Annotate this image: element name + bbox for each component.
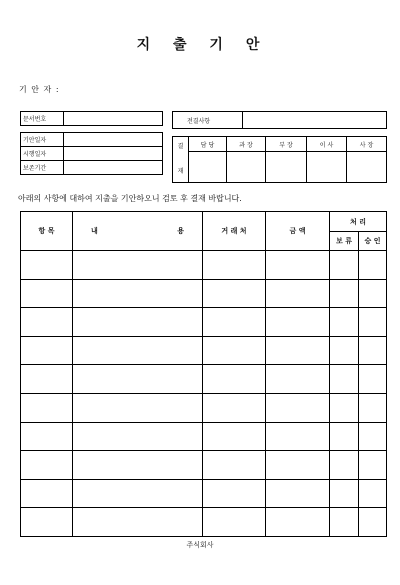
approve-cell[interactable] [359,422,387,451]
content-cell[interactable] [73,422,203,451]
delegation-label: 전결사항 [173,112,243,129]
vendor-cell[interactable] [203,451,266,480]
document-info-table [20,111,163,175]
header-content [73,212,203,251]
item-cell[interactable] [21,279,73,308]
amount-cell[interactable] [266,479,330,508]
item-cell[interactable] [21,422,73,451]
hold-cell[interactable] [330,508,359,537]
header-approve: 승 인 [359,232,387,251]
header-item: 항 목 [21,212,73,251]
hold-cell[interactable] [330,365,359,394]
content-cell[interactable] [73,451,203,480]
header-hold: 보 류 [330,232,359,251]
header-vendor: 거 래 처 [203,212,266,251]
hold-cell[interactable] [330,422,359,451]
draft-date-label: 기안일자 [21,133,64,147]
approve-cell[interactable] [359,308,387,337]
table-row [21,251,387,280]
amount-cell[interactable] [266,422,330,451]
table-row [21,479,387,508]
doc-number-field[interactable] [64,112,163,126]
content-cell[interactable] [73,308,203,337]
header-amount: 금 액 [266,212,330,251]
retention-period-label: 보존기간 [21,161,64,175]
amount-cell[interactable] [266,308,330,337]
drafter-label: 기 안 자 : [19,85,60,94]
table-row [21,393,387,422]
item-cell[interactable] [21,393,73,422]
approve-cell[interactable] [359,451,387,480]
amount-cell[interactable] [266,279,330,308]
expense-table [20,211,387,537]
retention-period-field[interactable] [64,161,163,175]
approval-side-top: 결 [177,142,184,150]
item-cell[interactable] [21,365,73,394]
item-cell[interactable] [21,308,73,337]
request-note: 아래의 사항에 대하여 지출을 기안하오니 검토 후 결재 바랍니다. [18,194,242,203]
delegation-table [172,111,387,129]
role-department-head: 부 장 [266,137,307,152]
vendor-cell[interactable] [203,279,266,308]
table-row [21,308,387,337]
content-cell[interactable] [73,251,203,280]
vendor-cell[interactable] [203,393,266,422]
header-content-left: 내 [91,227,98,235]
hold-cell[interactable] [330,251,359,280]
amount-cell[interactable] [266,251,330,280]
approve-cell[interactable] [359,365,387,394]
hold-cell[interactable] [330,336,359,365]
approve-cell[interactable] [359,508,387,537]
content-cell[interactable] [73,336,203,365]
item-cell[interactable] [21,508,73,537]
approval-side-bottom: 재 [177,167,184,175]
role-section-chief: 과 장 [227,137,266,152]
amount-cell[interactable] [266,336,330,365]
role-president: 사 장 [347,137,387,152]
approve-cell[interactable] [359,279,387,308]
approve-cell[interactable] [359,336,387,365]
hold-cell[interactable] [330,393,359,422]
sign-staff[interactable] [189,152,227,183]
amount-cell[interactable] [266,508,330,537]
item-cell[interactable] [21,336,73,365]
item-cell[interactable] [21,479,73,508]
hold-cell[interactable] [330,479,359,508]
vendor-cell[interactable] [203,336,266,365]
table-row [21,336,387,365]
approve-cell[interactable] [359,251,387,280]
table-row [21,279,387,308]
document-title: 지 출 기 안 [136,37,264,53]
content-cell[interactable] [73,393,203,422]
expense-rows [21,251,387,537]
approval-table [172,136,387,183]
amount-cell[interactable] [266,365,330,394]
sign-director[interactable] [307,152,347,183]
hold-cell[interactable] [330,279,359,308]
table-row [21,365,387,394]
role-staff: 담 당 [189,137,227,152]
table-row [21,508,387,537]
table-row [21,451,387,480]
hold-cell[interactable] [330,451,359,480]
doc-number-label: 문서번호 [21,112,64,126]
role-director: 이 사 [307,137,347,152]
vendor-cell[interactable] [203,251,266,280]
approve-cell[interactable] [359,393,387,422]
enforce-date-label: 시행일자 [21,147,64,161]
sign-president[interactable] [347,152,387,183]
approve-cell[interactable] [359,479,387,508]
delegation-field[interactable] [243,112,387,129]
company-footer: 주식회사 [186,541,214,549]
approval-side-label [173,137,189,183]
info-gap [21,126,163,133]
draft-date-field[interactable] [64,133,163,147]
amount-cell[interactable] [266,393,330,422]
content-cell[interactable] [73,479,203,508]
vendor-cell[interactable] [203,308,266,337]
content-cell[interactable] [73,508,203,537]
vendor-cell[interactable] [203,508,266,537]
vendor-cell[interactable] [203,479,266,508]
item-cell[interactable] [21,451,73,480]
content-cell[interactable] [73,279,203,308]
hold-cell[interactable] [330,308,359,337]
amount-cell[interactable] [266,451,330,480]
enforce-date-field[interactable] [64,147,163,161]
vendor-cell[interactable] [203,365,266,394]
item-cell[interactable] [21,251,73,280]
sign-section-chief[interactable] [227,152,266,183]
header-content-right: 용 [177,227,184,235]
sign-department-head[interactable] [266,152,307,183]
table-row [21,422,387,451]
vendor-cell[interactable] [203,422,266,451]
content-cell[interactable] [73,365,203,394]
header-process: 처 리 [330,212,387,232]
